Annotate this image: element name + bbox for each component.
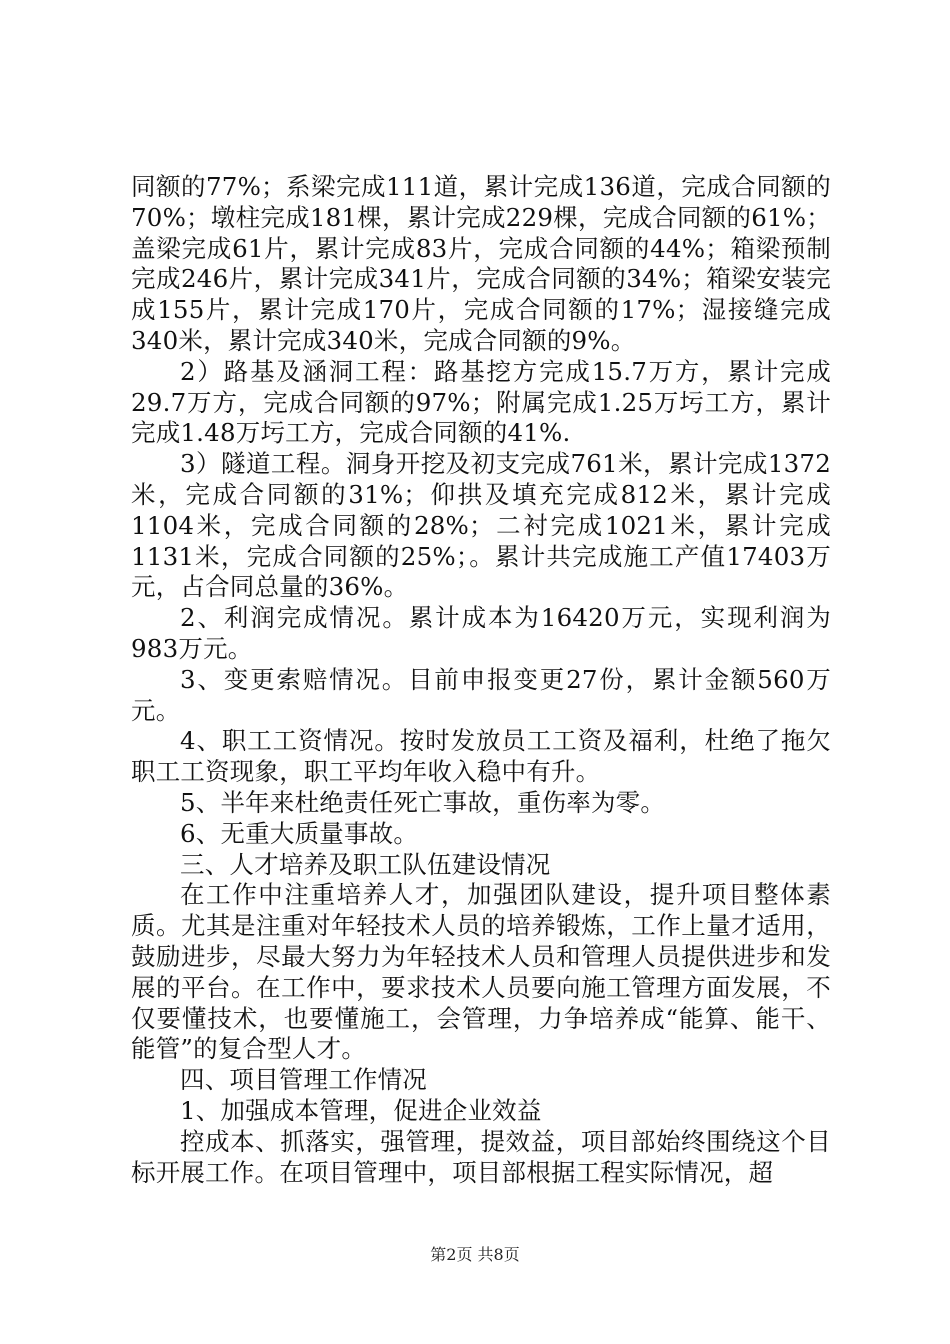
paragraph-profit: 2、利润完成情况。累计成本为16420万元，实现利润为983万元。 xyxy=(131,603,831,663)
paragraph-tunnel: 3）隧道工程。洞身开挖及初支完成761米，累计完成1372米，完成合同额的31%；仰拱及填充完成812米，累计完成1104米，完成合同额的28%；二衬完成1021米，累计完成1131米，完成合同额的25%；。累计共完成施工产值17403万元，占合同总量的36%。 xyxy=(131,449,831,602)
paragraph-safety: 5、半年来杜绝责任死亡事故，重伤率为零。 xyxy=(180,787,666,817)
section-heading-management: 四、项目管理工作情况 xyxy=(180,1065,427,1095)
paragraph-bridge-progress: 同额的77%；系梁完成111道，累计完成136道，完成合同额的70%；墩柱完成181棵，累计完成229棵，完成合同额的61%；盖梁完成61片，累计完成83片，完成合同额的44%；箱梁预制完成246片，累计完成341片，完成合同额的34%；箱梁安装完成155片，累计完成170片，完成合同额的17%；湿接缝完成340米，累计完成340米，完成合同额的9%。 xyxy=(131,172,831,355)
paragraph-talent: 在工作中注重培养人才，加强团队建设，提升项目整体素质。尤其是注重对年轻技术人员的培养锻炼，工作上量才适用，鼓励进步，尽最大努力为年轻技术人员和管理人员提供进步和发展的平台。在工作中，要求技术人员要向施工管理方面发展，不仅要懂技术，也要懂施工，会管理，力争培养成“能算、能干、能管”的复合型人才。 xyxy=(131,880,831,1064)
page-number-label: 第2页 共8页 xyxy=(430,1245,520,1264)
paragraph-roadbed-culvert: 2）路基及涵洞工程：路基挖方完成15.7万方，累计完成29.7万方，完成合同额的97%；附属完成1.25万圬工方，累计完成1.48万圬工方，完成合同额的41%. xyxy=(131,356,831,448)
paragraph-cost-control: 控成本、抓落实，强管理，提效益，项目部始终围绕这个目标开展工作。在项目管理中，项目部根据工程实际情况，超 xyxy=(131,1126,831,1187)
paragraph-wages: 4、职工工资情况。按时发放员工工资及福利，杜绝了拖欠职工工资现象，职工平均年收入稳中有升。 xyxy=(131,726,831,787)
subheading-cost-management: 1、加强成本管理，促进企业效益 xyxy=(180,1095,542,1125)
page-footer xyxy=(0,1245,950,1265)
paragraph-change-claims: 3、变更索赔情况。目前申报变更27份，累计金额560万元。 xyxy=(131,664,831,725)
section-heading-talent: 三、人才培养及职工队伍建设情况 xyxy=(180,849,551,879)
paragraph-quality: 6、无重大质量事故。 xyxy=(180,818,419,848)
document-body xyxy=(131,172,831,1188)
